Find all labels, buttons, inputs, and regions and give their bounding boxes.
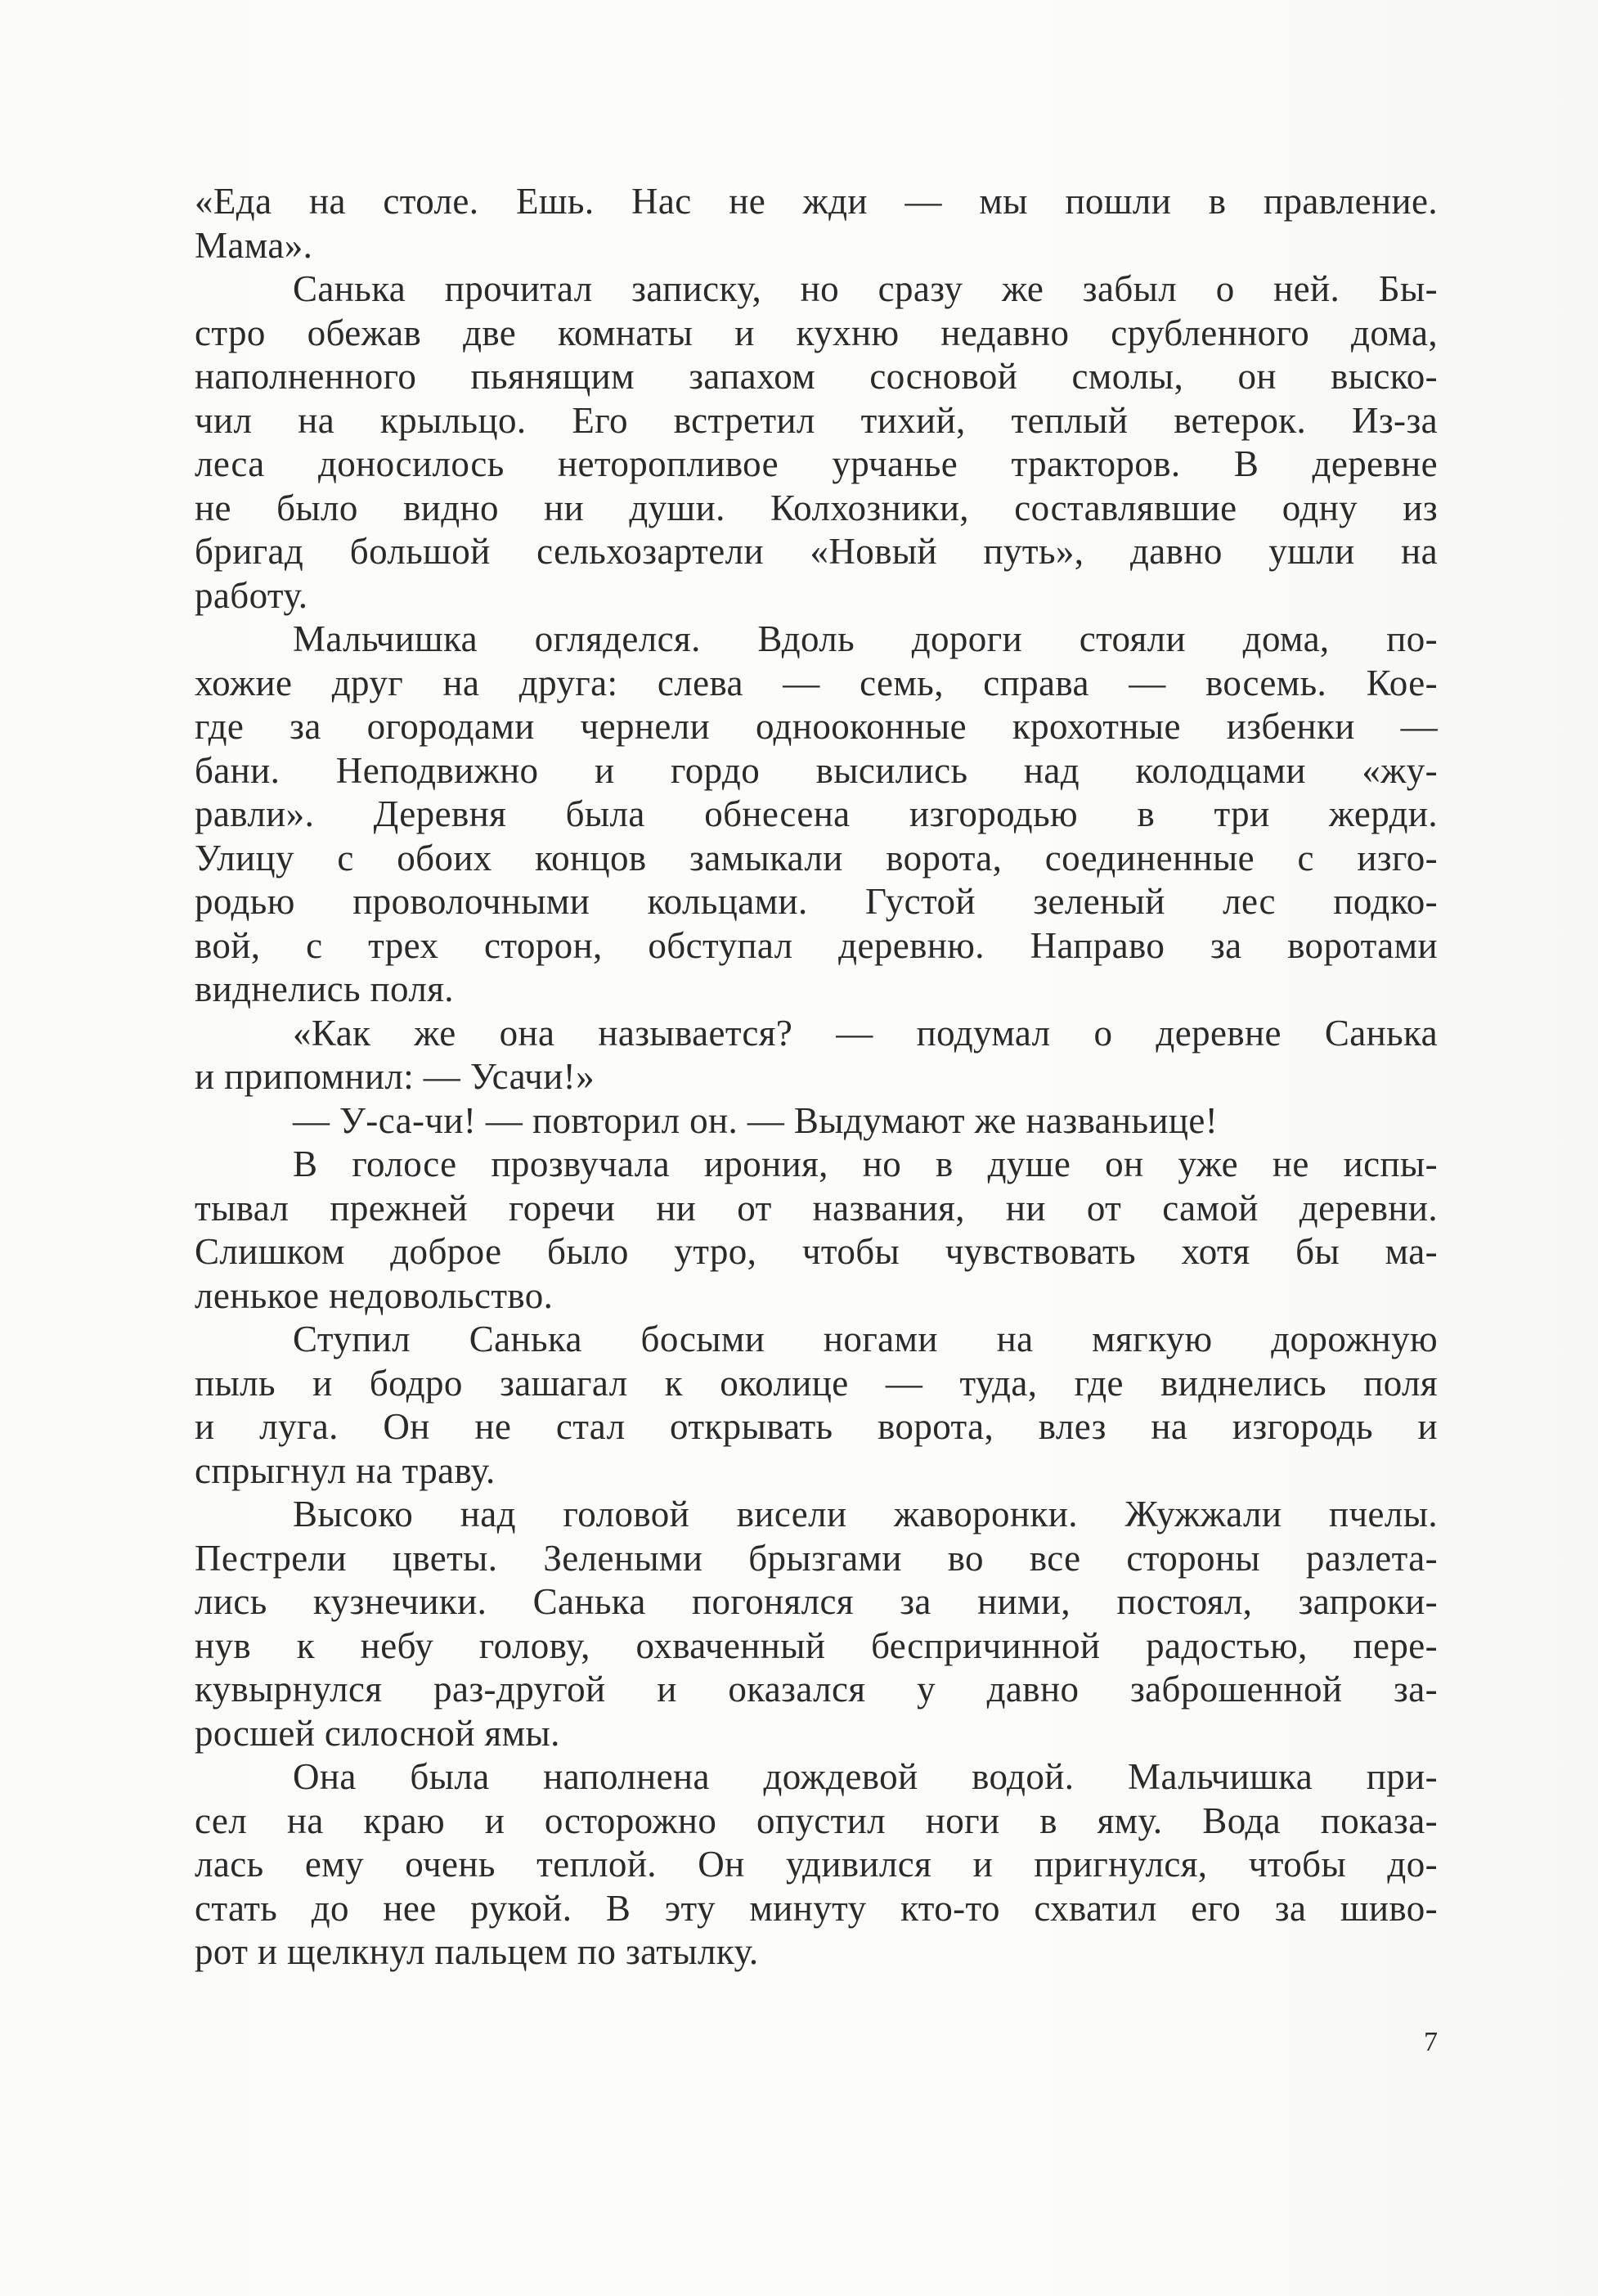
text-line: Санька прочитал записку, но сразу же забыл о ней. Бы-	[293, 268, 1438, 309]
text-line: виднелись поля.	[195, 968, 454, 1009]
text-line: вой, с трех сторон, обступал деревню. Направо за воротами	[195, 924, 1438, 966]
text-line: чил на крыльцо. Его встретил тихий, теплый ветерок. Из-за	[195, 399, 1438, 441]
text-line: стро обежав две комнаты и кухню недавно срубленного дома,	[195, 312, 1438, 353]
text-line: Пестрели цветы. Зелеными брызгами во все стороны разлета-	[195, 1537, 1438, 1579]
text-line: где за огородами чернели однооконные крохотные избенки —	[195, 706, 1438, 747]
text-line: кувырнулся раз-другой и оказался у давно заброшенной за-	[195, 1669, 1438, 1710]
text-line: родью проволочными кольцами. Густой зеленый лес подко-	[195, 881, 1438, 922]
text-line: не было видно ни души. Колхозники, составлявшие одну из	[195, 487, 1438, 528]
text-line: наполненного пьянящим запахом сосновой смолы, он выско-	[195, 356, 1438, 397]
text-line: стать до нее рукой. В эту минуту кто-то схватил его за шиво-	[195, 1887, 1438, 1929]
paragraph	[195, 618, 1438, 1012]
text-line: тывал прежней горечи ни от названия, ни от самой деревни.	[195, 1187, 1438, 1229]
paragraph	[195, 1493, 1438, 1755]
text-line: спрыгнул на траву.	[195, 1449, 496, 1491]
paragraph	[195, 1143, 1438, 1318]
paragraph	[195, 267, 1438, 618]
text-line: бригад большой сельхозартели «Новый путь», давно ушли на	[195, 531, 1438, 572]
text-line: Слишком доброе было утро, чтобы чувствовать хотя бы ма-	[195, 1231, 1438, 1272]
text-line: — У-са-чи! — повторил он. — Выдумают же названьице!	[293, 1099, 1219, 1141]
text-line: пыль и бодро зашагал к околице — туда, где виднелись поля	[195, 1362, 1438, 1404]
text-line: Мама».	[195, 224, 313, 266]
text-line: Улицу с обоих концов замыкали ворота, соединенные с изго-	[195, 837, 1438, 878]
text-line: и припомнил: — Усачи!»	[195, 1056, 595, 1097]
text-line: лись кузнечики. Санька погонялся за ними, постоял, запроки-	[195, 1581, 1438, 1622]
text-line: В голосе прозвучала ирония, но в душе он уже не испы-	[293, 1144, 1438, 1184]
page-number: 7	[1424, 2027, 1438, 2057]
page-body-text	[195, 180, 1438, 1975]
text-line: росшей силосной ямы.	[195, 1712, 560, 1754]
text-line: и луга. Он не стал открывать ворота, влез на изгородь и	[195, 1406, 1438, 1447]
text-line: бани. Неподвижно и гордо высились над колодцами «жу-	[195, 749, 1438, 791]
text-line: рот и щелкнул пальцем по затылку.	[195, 1931, 759, 1972]
text-line: равли». Деревня была обнесена изгородью в три жерди.	[195, 793, 1438, 834]
text-line: нув к небу голову, охваченный беспричинной радостью, пере-	[195, 1624, 1438, 1666]
text-line: леса доносилось неторопливое урчанье тракторов. В деревне	[195, 443, 1438, 484]
paragraph	[195, 1755, 1438, 1975]
text-line: «Как же она называется? — подумал о деревне Санька	[293, 1012, 1438, 1054]
text-line: лась ему очень теплой. Он удивился и пригнулся, чтобы до-	[195, 1844, 1438, 1885]
text-line: Ступил Санька босыми ногами на мягкую дорожную	[293, 1319, 1438, 1359]
paragraph	[195, 1099, 1438, 1144]
paragraph	[195, 180, 1438, 267]
text-line: хожие друг на друга: слева — семь, справа — восемь. Кое-	[195, 662, 1438, 703]
text-line: «Еда на столе. Ешь. Нас не жди — мы пошли в правление.	[195, 181, 1438, 222]
text-line: ленькое недовольство.	[195, 1274, 554, 1316]
text-line: Она была наполнена дождевой водой. Мальчишка при-	[293, 1756, 1438, 1797]
text-line: Мальчишка огляделся. Вдоль дороги стояли дома, по-	[293, 618, 1438, 659]
paragraph	[195, 1012, 1438, 1099]
text-line: Высоко над головой висели жаворонки. Жужжали пчелы.	[293, 1494, 1438, 1534]
text-line: сел на краю и осторожно опустил ноги в яму. Вода показа-	[195, 1800, 1438, 1841]
paragraph	[195, 1318, 1438, 1493]
text-line: работу.	[195, 574, 308, 616]
